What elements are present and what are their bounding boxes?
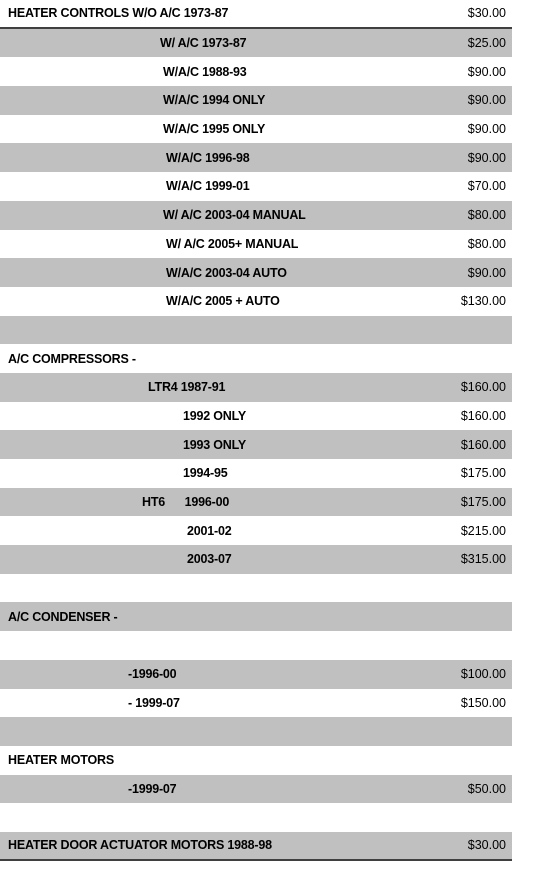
table-row	[0, 689, 512, 718]
item-label: A/C COMPRESSORS -	[8, 351, 136, 366]
item-label: 2003-07	[187, 552, 232, 567]
item-price: $90.00	[467, 265, 506, 280]
item-label: W/A/C 1996-98	[166, 150, 250, 165]
table-row	[0, 172, 512, 201]
item-price: $70.00	[467, 179, 506, 194]
table-row	[0, 832, 512, 861]
item-label: - 1999-07	[128, 695, 180, 710]
item-label: -1999-07	[128, 781, 177, 796]
item-price: $150.00	[460, 695, 506, 710]
item-price: $160.00	[460, 437, 506, 452]
table-row	[0, 775, 512, 804]
item-label: W/A/C 2005 + AUTO	[166, 294, 280, 309]
item-label: A/C CONDENSER -	[8, 609, 118, 624]
table-row	[0, 516, 512, 545]
table-row	[0, 746, 512, 775]
item-price: $175.00	[460, 466, 506, 481]
item-price: $160.00	[460, 380, 506, 395]
table-row	[0, 430, 512, 459]
item-price: $90.00	[467, 122, 506, 137]
table-row	[0, 0, 512, 29]
table-row	[0, 344, 512, 373]
table-row	[0, 803, 512, 832]
table-row	[0, 631, 512, 660]
table-row	[0, 201, 512, 230]
item-price: $30.00	[467, 6, 506, 21]
item-price: $80.00	[467, 208, 506, 223]
item-label: HEATER DOOR ACTUATOR MOTORS 1988-98	[8, 838, 272, 853]
item-price: $160.00	[460, 408, 506, 423]
item-label: W/A/C 1995 ONLY	[163, 122, 266, 137]
item-label: W/A/C 1999-01	[166, 179, 250, 194]
table-row	[0, 258, 512, 287]
table-row	[0, 316, 512, 345]
item-label: W/ A/C 1973-87	[160, 36, 247, 51]
table-row	[0, 57, 512, 86]
item-label: W/A/C 2003-04 AUTO	[166, 265, 287, 280]
table-row	[0, 29, 512, 58]
table-row	[0, 602, 512, 631]
table-row	[0, 717, 512, 746]
item-price: $90.00	[467, 150, 506, 165]
table-row	[0, 459, 512, 488]
item-price: $90.00	[467, 64, 506, 79]
item-price: $30.00	[467, 838, 506, 853]
table-row	[0, 143, 512, 172]
item-price: $130.00	[460, 294, 506, 309]
table-row	[0, 86, 512, 115]
table-row	[0, 115, 512, 144]
table-row	[0, 287, 512, 316]
table-row	[0, 660, 512, 689]
item-price: $215.00	[460, 523, 506, 538]
table-row	[0, 373, 512, 402]
item-label: LTR4 1987-91	[148, 380, 226, 395]
item-label: HT6 1996-00	[142, 495, 230, 510]
table-row	[0, 230, 512, 259]
item-price: $50.00	[467, 781, 506, 796]
item-label: 1993 ONLY	[183, 437, 247, 452]
item-label: W/ A/C 2003-04 MANUAL	[163, 208, 306, 223]
item-price: $90.00	[467, 93, 506, 108]
item-label: HEATER CONTROLS W/O A/C 1973-87	[8, 6, 229, 21]
item-label: W/A/C 1994 ONLY	[163, 93, 266, 108]
item-price: $100.00	[460, 667, 506, 682]
item-label: 1992 ONLY	[183, 408, 247, 423]
item-label: W/ A/C 2005+ MANUAL	[166, 236, 299, 251]
item-label: 2001-02	[187, 523, 232, 538]
table-row	[0, 545, 512, 574]
item-label: -1996-00	[128, 667, 177, 682]
item-price: $80.00	[467, 236, 506, 251]
item-price: $315.00	[460, 552, 506, 567]
item-price: $25.00	[467, 36, 506, 51]
table-row	[0, 402, 512, 431]
item-label: W/A/C 1988-93	[163, 64, 247, 79]
item-label: HEATER MOTORS	[8, 753, 114, 768]
item-price: $175.00	[460, 495, 506, 510]
table-row	[0, 574, 512, 603]
item-label: 1994-95	[183, 466, 228, 481]
table-row	[0, 488, 512, 517]
